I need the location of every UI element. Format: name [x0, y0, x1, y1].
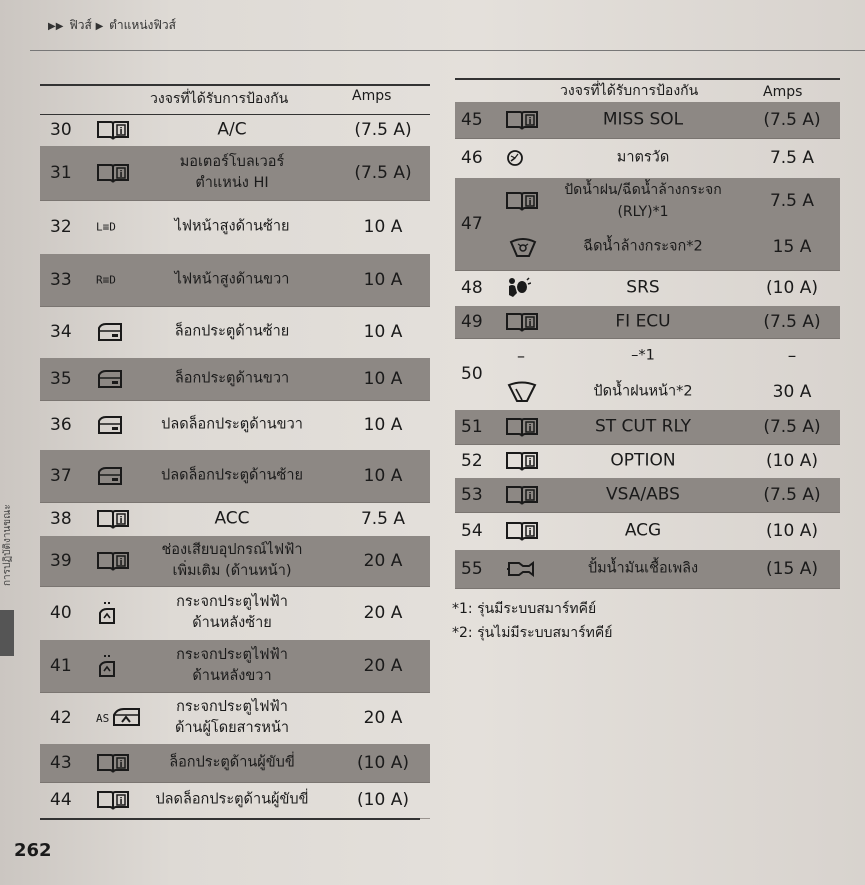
door-lock-icon: [96, 322, 124, 342]
fuse-amps: 7.5 A: [360, 509, 406, 529]
fuse-amps: 10 A: [363, 369, 403, 389]
fuse-number: 42: [50, 708, 72, 728]
header-divider: [30, 50, 865, 51]
fuse-row-47: [455, 178, 840, 271]
book-info-icon: [505, 450, 539, 472]
fuse-number: 46: [461, 148, 483, 168]
fuse-amps: 10 A: [363, 322, 403, 342]
fuse-number: 47: [461, 214, 483, 234]
fuse-number: 41: [50, 656, 72, 676]
fuse-row-48: [455, 270, 840, 307]
fuse-number: 30: [50, 120, 72, 140]
fuse-amps: 30 A: [772, 382, 812, 402]
circuit-name: ปัดน้ำฝนหน้า*2: [593, 383, 693, 400]
circuit-name: [132, 645, 332, 687]
fuse-number: 33: [50, 270, 72, 290]
circuit-line-2: เพิ่มเติม (ด้านหน้า): [172, 563, 292, 579]
fuse-amps: (10 A): [766, 278, 818, 298]
fuse-number: 34: [50, 322, 72, 342]
circuit-name: SRS: [626, 277, 660, 298]
svg-text:i: i: [119, 516, 123, 526]
fuse-row-53: [455, 478, 840, 513]
book-info-icon: [505, 484, 539, 506]
circuit-name: [132, 697, 332, 739]
circuit-name: –*1: [631, 347, 655, 364]
fuse-row-30: [40, 114, 430, 147]
fuse-row-51: [455, 410, 840, 445]
meter-icon: [505, 148, 525, 168]
fuse-row-39: [40, 536, 430, 587]
side-section-label: การปฏิบัติงานขณะ: [2, 504, 13, 586]
fuse-number: 37: [50, 466, 72, 486]
svg-text:i: i: [119, 170, 123, 180]
fuse-amps: 7.5 A: [769, 191, 815, 211]
book-info-icon: [505, 109, 539, 131]
book-info-icon: [96, 508, 130, 530]
fuse-number: 43: [50, 753, 72, 773]
fuse-number: 40: [50, 603, 72, 623]
book-info-icon: [505, 416, 539, 438]
fuse-row-41: [40, 640, 430, 693]
srs-icon: [505, 277, 531, 299]
icon-label: R≡D: [96, 273, 116, 287]
breadcrumb-fuse[interactable]: ฟิวส์: [69, 18, 92, 32]
fuse-row-42: [40, 692, 430, 745]
door-lock-icon: [96, 369, 124, 389]
fuse-number: 38: [50, 509, 72, 529]
fuse-row-40: [40, 586, 430, 641]
wiper-icon: [507, 381, 537, 403]
fuse-amps: (7.5 A): [763, 417, 821, 437]
double-arrow-icon: ▶▶: [48, 21, 64, 32]
fuse-row-54: [455, 512, 840, 551]
fuse-row-34: [40, 306, 430, 359]
book-info-icon: [505, 311, 539, 333]
fuse-amps: (7.5 A): [763, 312, 821, 332]
fuse-amps: 10 A: [363, 466, 403, 486]
circuit-line-1: กระจกประตูไฟฟ้า: [176, 594, 288, 610]
fuse-amps: –: [787, 346, 797, 366]
fuse-number: 50: [461, 364, 483, 384]
circuit-name: VSA/ABS: [606, 484, 680, 505]
breadcrumb-fuse-location[interactable]: ตำแหน่งฟิวส์: [109, 18, 176, 32]
circuit-line-1: มอเตอร์โบลเวอร์: [179, 154, 285, 170]
fuse-table-left: [40, 84, 430, 819]
fuse-number: 44: [50, 790, 72, 810]
fuse-row-37: [40, 450, 430, 503]
fuse-amps: 7.5 A: [769, 148, 815, 168]
fuse-row-44: [40, 782, 430, 819]
fuse-number: 49: [461, 312, 483, 332]
circuit-line-2: ตำแหน่ง HI: [195, 175, 269, 191]
book-info-icon: [505, 520, 539, 542]
fuse-row-45: [455, 102, 840, 139]
circuit-line-2: (RLY)*1: [617, 204, 669, 220]
circuit-line-2: ด้านผู้โดยสารหน้า: [174, 720, 290, 736]
fuse-amps: (10 A): [766, 521, 818, 541]
headlight-icon: [96, 274, 116, 287]
circuit-line-2: ด้านหลังขวา: [192, 668, 272, 684]
circuit-name: [523, 179, 763, 223]
fuse-row-36: [40, 400, 430, 451]
door-lock-icon: [96, 466, 124, 486]
fuse-number: 35: [50, 369, 72, 389]
fuse-number: 52: [461, 451, 483, 471]
header-amps: Amps: [763, 84, 803, 100]
fuse-row-49: [455, 306, 840, 339]
washer-icon: [509, 236, 537, 258]
fuse-amps: 20 A: [363, 708, 403, 728]
fuse-number: 48: [461, 278, 483, 298]
fuse-row-38: [40, 502, 430, 537]
fuse-number: 55: [461, 559, 483, 579]
fuse-subrow-2: [455, 224, 840, 270]
svg-text:i: i: [119, 558, 123, 568]
fuse-subrow-1: [455, 338, 840, 374]
fuse-number: 53: [461, 485, 483, 505]
power-window-icon: [96, 654, 118, 678]
footnotes: [452, 597, 612, 645]
fuse-row-33: [40, 254, 430, 307]
fuse-amps: 10 A: [363, 415, 403, 435]
svg-text:i: i: [528, 528, 532, 538]
table-header: [455, 78, 840, 105]
fuse-row-32: [40, 200, 430, 255]
circuit-line-1: กระจกประตูไฟฟ้า: [176, 647, 288, 663]
svg-text:i: i: [528, 424, 532, 434]
book-info-icon: [96, 752, 130, 774]
circuit-name: MISS SOL: [602, 109, 684, 130]
fuse-amps: (15 A): [766, 559, 818, 579]
arrow-icon: ▶: [95, 21, 104, 32]
table-bottom-rule: [40, 818, 420, 820]
circuit-name: ACG: [624, 520, 662, 541]
svg-text:i: i: [528, 458, 532, 468]
footnote-2: *2: รุ่นไม่มีระบบสมาร์ทคีย์: [452, 625, 613, 641]
fuse-amps: 15 A: [772, 237, 812, 257]
svg-text:i: i: [528, 198, 532, 208]
circuit-name: ปลดล็อกประตูด้านขวา: [161, 416, 303, 433]
svg-text:i: i: [119, 797, 123, 807]
table-header: [40, 84, 430, 115]
fuse-row-35: [40, 358, 430, 401]
fuse-number: 54: [461, 521, 483, 541]
fuel-pump-icon: [505, 558, 537, 580]
fuse-row-46: [455, 138, 840, 179]
circuit-line-1: ปัดน้ำฝน/ฉีดน้ำล้างกระจก: [564, 182, 722, 198]
circuit-name: ล็อกประตูด้านซ้าย: [174, 323, 290, 340]
circuit-name: ไฟหน้าสูงด้านขวา: [174, 271, 290, 288]
circuit-name: OPTION: [610, 450, 676, 471]
header-circuit: วงจรที่ได้รับการป้องกัน: [560, 83, 699, 99]
icon-label: L≡D: [96, 220, 116, 234]
fuse-number: 32: [50, 217, 72, 237]
fuse-subrow-1: [455, 178, 840, 224]
fuse-amps: (10 A): [766, 451, 818, 471]
header-amps: Amps: [352, 88, 392, 104]
fuse-table-right: [455, 78, 840, 590]
circuit-name: [132, 540, 332, 582]
circuit-name: [132, 152, 332, 194]
circuit-line-1: กระจกประตูไฟฟ้า: [176, 699, 288, 715]
circuit-name: ST CUT RLY: [594, 416, 692, 437]
svg-text:i: i: [528, 492, 532, 502]
circuit-name: ปั้มน้ำมันเชื้อเพลิง: [587, 560, 699, 577]
door-lock-icon: [96, 415, 124, 435]
fuse-subrow-2: [455, 374, 840, 410]
fuse-number: 36: [50, 415, 72, 435]
book-info-icon: [96, 119, 130, 141]
circuit-name: ไฟหน้าสูงด้านซ้าย: [174, 218, 290, 235]
side-section-tab: [0, 610, 14, 656]
svg-text:i: i: [119, 127, 123, 137]
fuse-number: 51: [461, 417, 483, 437]
circuit-line-1: ช่องเสียบอุปกรณ์ไฟฟ้า: [161, 542, 303, 558]
circuit-name: มาตรวัด: [616, 149, 670, 166]
fuse-row-43: [40, 744, 430, 783]
book-info-icon: [96, 550, 130, 572]
fuse-number: 39: [50, 551, 72, 571]
fuse-amps: (7.5 A): [354, 120, 412, 140]
fuse-row-31: [40, 146, 430, 201]
svg-text:i: i: [528, 319, 532, 329]
fuse-amps: (7.5 A): [354, 163, 412, 183]
breadcrumb: [48, 16, 176, 35]
fuse-number: 45: [461, 110, 483, 130]
empty-icon-placeholder: –: [517, 346, 525, 366]
icon-label: AS: [96, 711, 110, 725]
fuse-amps: 20 A: [363, 656, 403, 676]
circuit-name: ปลดล็อกประตูด้านซ้าย: [160, 467, 304, 484]
book-info-icon: [96, 789, 130, 811]
fuse-amps: 10 A: [363, 270, 403, 290]
fuse-amps: 20 A: [363, 551, 403, 571]
fuse-row-50: [455, 338, 840, 411]
page-number: 262: [14, 840, 52, 861]
circuit-name: FI ECU: [615, 311, 671, 332]
fuse-amps: (7.5 A): [763, 485, 821, 505]
fuse-amps: (10 A): [357, 790, 409, 810]
circuit-name: ACC: [214, 508, 250, 529]
circuit-name: A/C: [217, 119, 247, 140]
headlight-icon: [96, 221, 116, 234]
svg-text:i: i: [119, 760, 123, 770]
circuit-name: ฉีดน้ำล้างกระจก*2: [583, 238, 703, 255]
circuit-name: [132, 592, 332, 634]
fuse-amps: 10 A: [363, 217, 403, 237]
footnote-1: *1: รุ่นมีระบบสมาร์ทคีย์: [452, 601, 597, 617]
circuit-name: ล็อกประตูด้านขวา: [174, 370, 290, 387]
circuit-name: ล็อกประตูด้านผู้ขับขี่: [169, 754, 295, 771]
fuse-amps: 20 A: [363, 603, 403, 623]
fuse-row-55: [455, 550, 840, 589]
circuit-line-2: ด้านหลังซ้าย: [192, 615, 272, 631]
header-circuit: วงจรที่ได้รับการป้องกัน: [150, 91, 289, 107]
fuse-row-52: [455, 444, 840, 479]
circuit-name: ปลดล็อกประตูด้านผู้ขับขี่: [155, 791, 309, 808]
book-info-icon: [96, 162, 130, 184]
fuse-amps: (7.5 A): [763, 110, 821, 130]
fuse-number: 31: [50, 163, 72, 183]
svg-text:i: i: [528, 117, 532, 127]
power-window-icon: [96, 601, 118, 625]
fuse-amps: (10 A): [357, 753, 409, 773]
